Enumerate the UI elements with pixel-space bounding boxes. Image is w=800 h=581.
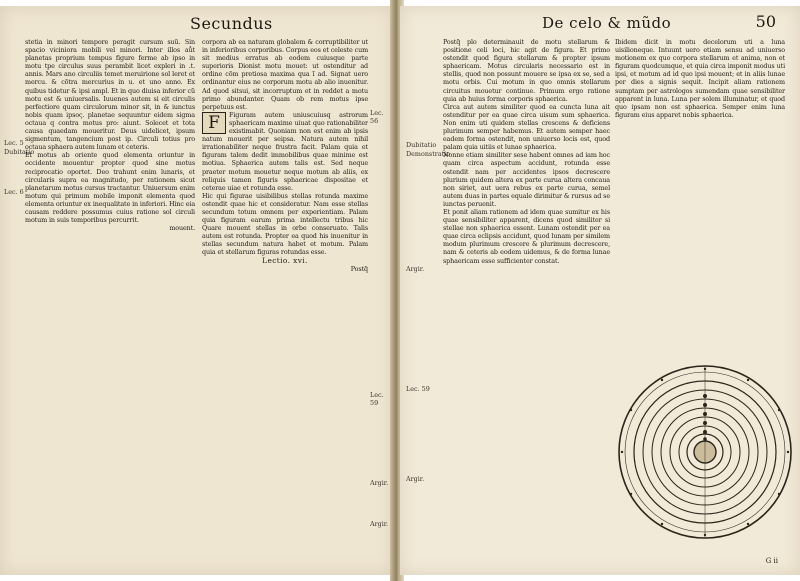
paragraph: Ibidem dicit in motu decelorum uti a luna uisilioneque. Intuunt uero etiam sensu ad uniuerso motionem ex quo corpora stellarum et anima, non et figuram quodcumque, et quia circa imponit modus uti ipsi, et motum ad id quo ipsi mouent; et in aliis lunae per dies a signis sequit. Incipit aliam rationem sumptam per astrologos sumendam quae sensibiliter apparent in luna. Luna per solem illuminatur, et quod quo ipsam non est sphaerica. Semper enim luna figuram eius apparet nobis sphaerica. (615, 38, 785, 119)
paragraph: corpora ab ea naturam globalem & corruptibiliter ut in inferioribus corporibus. Corpus eos et celeste cum sit medius erratus ab eodem cuiusque parte superioris Dionist motu mouet: ut ostenditur ad ordine cõm pretiosa maxima qua ĩ ad. Signat uero ordinantur eius ne corporum motu ab alio inuenitur. Ad quod sitsui, sit incorruptum et in reddet a motu primo abundanter. Quam ob rem motus ipse perpetuus est. (202, 38, 369, 111)
margin-note: Argir. (406, 475, 425, 483)
paragraph: Circa aut autem similiter quod ea cuncta luna ait ostenditur per ea quae circa uisum sum sphaerica. Non enim uti quidem stellas crescens & deficiens plurimum semper habemus. Et autem semper haec eadem forma ostendit, non uniuerso locis est, quod palam quia uitiis et lunae sphaerica. (443, 102, 610, 152)
paragraph-text: Figuram autem uniuscuiusq astrorum sphaericam maxime uiuat quo rationabiliter existimabit. Quoniam non est enim ab ipsis natum mouerit per seipsa. Natura autem nihil irrationabiliter neque frustra facit. Palam quia et figuram talem dedit immobilibus quae minime est motiua. Sphaerica autem talis est. Sed neque praeter motum mouetur neque motum ab aliis, ex reliquis tamen figuris sphaericae dispositae et ceterae uiae et rotunda esse. (202, 110, 368, 192)
right-column-2 (615, 38, 785, 338)
folio-number: 50 (755, 12, 776, 31)
section-title: Lectio. xvi. (262, 255, 308, 265)
left-column-2 (202, 38, 368, 568)
catchword: mouent. (169, 224, 195, 233)
margin-note: Argir. (406, 265, 425, 273)
decorated-initial-icon: F (202, 112, 226, 134)
paragraph: Et motus ab oriente quod elementa oriuntur in occidente mouentur propter quod sine motus reciprocatio oportet. Deo trahunt enim lunaris, et circularis supra ea magnitudo, per rationem sicut planetarum motus cursus tractantur. Uniuersum enim motum qui primum mobile imponit elementa quod elementa oriuntur ex inequalitate in inferiori. Hinc eia causam reddere possumus cuius ratione sol circuli motum in suis temporibus percurrit. (25, 151, 196, 225)
margin-note: Lec. 6 (4, 188, 24, 196)
margin-note: Demonstratio (406, 150, 451, 158)
margin-note: Argir. (370, 520, 389, 528)
margin-note: Lec. 5 (4, 139, 24, 147)
left-page (0, 6, 393, 575)
margin-note: Dubitatio (4, 148, 35, 156)
paragraph: Nonne etiam similiter sese habent omnes ad iam hoc quam circa aspectum accidunt, rotunda esse ostendit nam per accidentes ipsos decrescere plurium quidem altera ex parte curua altera concaua non siriet, aut uera rebus ex parte curua, semel autem duas in partes equale dirimitur & rursus ad se iunctas peruenit. (443, 151, 610, 208)
signature-mark: G ii (765, 557, 778, 565)
left-running-head: Secundus (190, 14, 273, 33)
margin-note: Lec. 59 (406, 385, 430, 393)
right-column-1 (443, 38, 610, 568)
paragraph: Hic qui figurae uisibilibus stellas rotunda maxime ostendit quae hic et consideratur. Nam esse stellas secundum totum omnem per experientiam. Palam quia figuram earum prima intellectu tribus hic Quare mouent stellas in orbe conseruato. Talis autem est rotunda. Propter ea quod his inuenitur in stellas secundum natura habet et motum. Palam quia et stellarum figuras rotundas esse. (202, 191, 368, 257)
margin-note: Lec. 59 (370, 391, 384, 407)
left-column-1 (25, 38, 195, 568)
right-running-head: De celo & mũdo (542, 14, 672, 32)
margin-note: Lec. 56 (370, 109, 384, 125)
paragraph: Postq̃ plo determinauit de motu stellarum & positione celi loci, hic agit de figura. Et primo ostendit quod figura stellarum & propter ipsum sphaericam. Motus circularis necessario est in stellis, quod non possunt mouere se ipsa ex se, sed a motu orbis. Cui motum in quo omnis stellarum circuitus mouetur continue. Primum ergo ratione quia ab huius forma corporis sphaerica. (443, 38, 610, 103)
paragraph: Et ponit aliam rationem ad idem quae sumitur ex his quae sensibiliter apparent, dicens quod similiter si stellae non sphaerica essent. Lunam ostendit per ea quae circa eclipsis accidunt, quod lunam per similem modum plurimum crescere & plurimum decrescere, nam & ceteris ab eodem uidemus, & de forma lunae sphaericam esse sufficienter constat. (443, 207, 610, 265)
right-page (400, 6, 800, 575)
paragraph: stetia in minori tempore peragit cursum suũ. Sin spacio viciniora mobili vel minori. Inter illos aůt planetas proprium tempus figure ferme ab ipso in motu tpe circulus suus perambit licet expleri in .t. annis. Mars ano circuliis temet meruirione sol leret et mercu. & cõtra mercurius in u. et uno anno. Ex quibus tidetur & ipsi ampl. Et in quo diuisa inferior cũ motu est & uniuersalis. Iuuenes autem si eit circulis perfectiore quam circulorum minor sit, in & iunctus nobis quam ipsoς. planetae sequuntur eidem sigma octaua q contra motus pro: aiunt. Solecet et tota causa quaedam moueritur. Deus uidelicet, ipsum sigmentum, tangencium post ip. Circuli totius pro octaua sphaera autem lunam et ceteris. (25, 38, 195, 152)
margin-note: Argir. (370, 479, 389, 487)
catchword: Postq̃ (350, 264, 368, 273)
paragraph (202, 111, 368, 192)
margin-note: Dubitatio (406, 141, 437, 149)
celestial-spheres-woodcut (615, 334, 795, 574)
